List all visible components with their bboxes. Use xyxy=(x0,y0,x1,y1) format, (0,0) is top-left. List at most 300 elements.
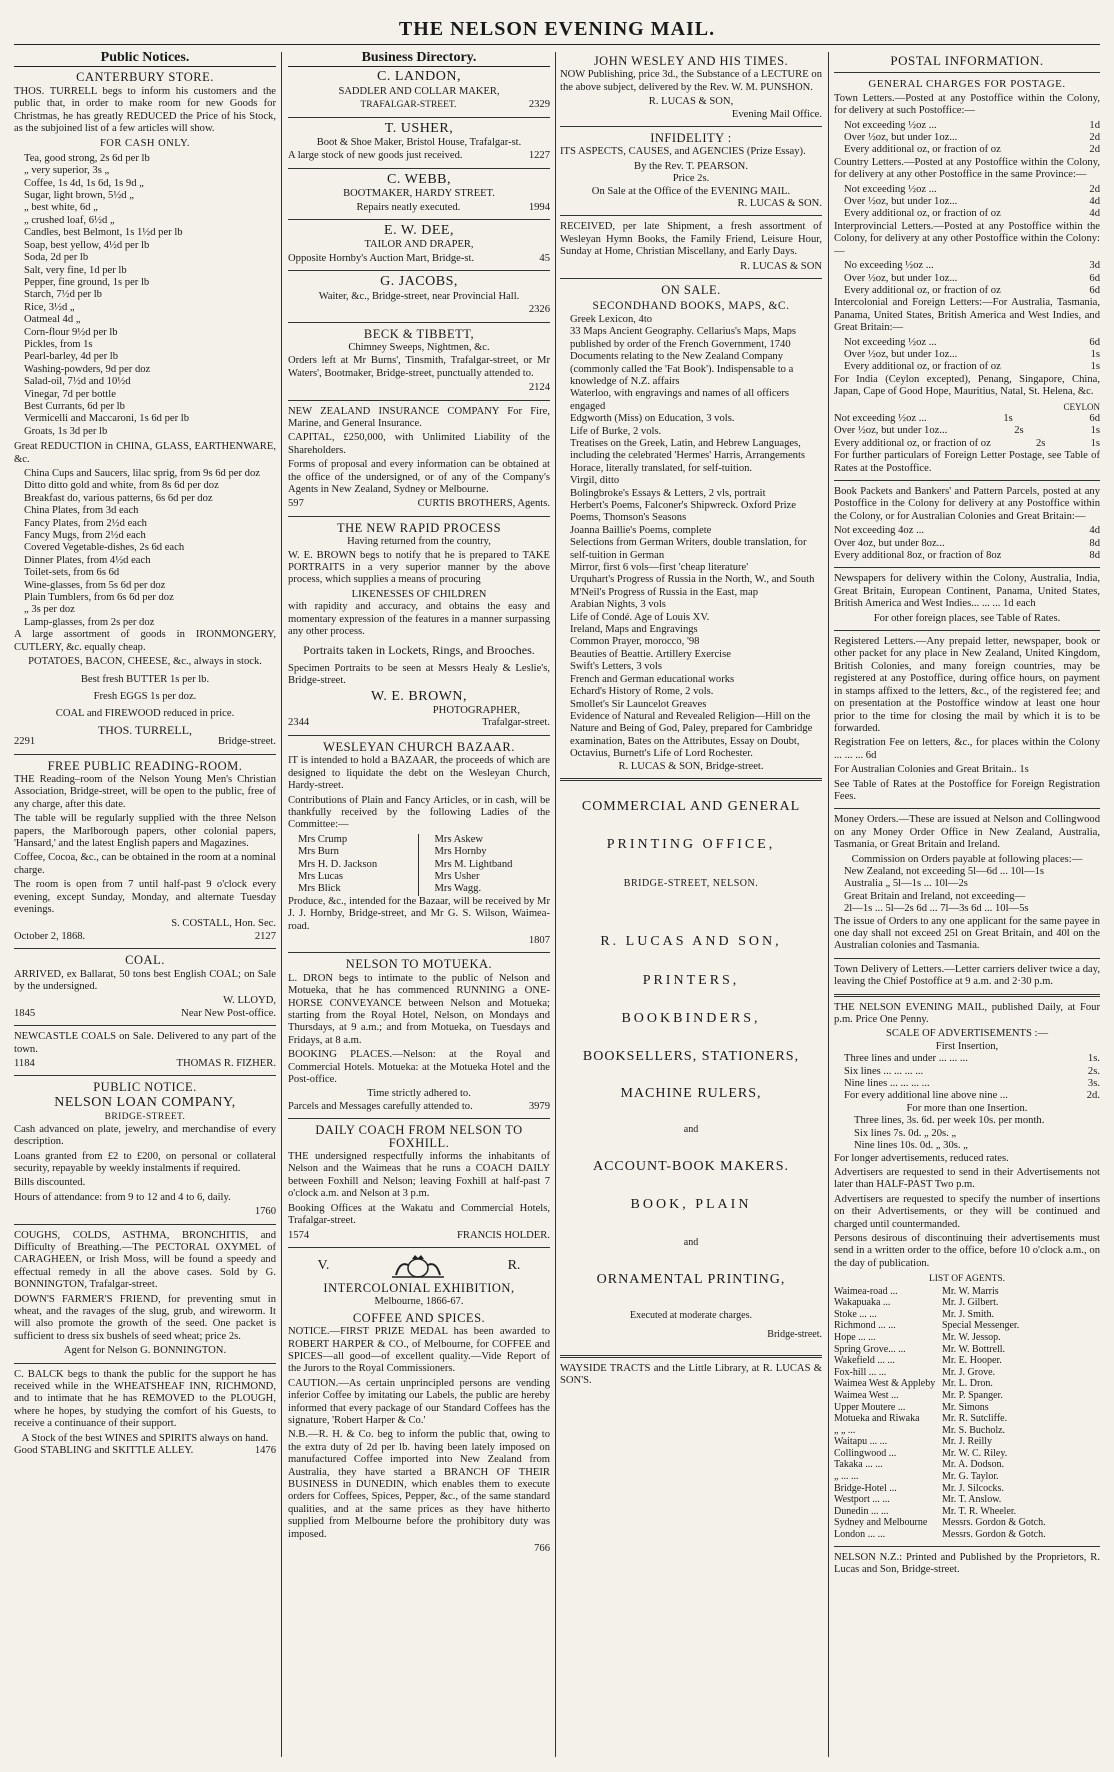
separator xyxy=(288,516,550,517)
scale-title: SCALE OF ADVERTISEMENTS :— xyxy=(885,1028,1049,1040)
book-item: Echard's History of Rome, 2 vols. xyxy=(570,686,714,698)
ad-intercolonial-exhibition xyxy=(288,1253,550,1556)
rate-value: 8d xyxy=(1089,550,1100,562)
committee-member: Mrs Burn xyxy=(298,846,339,858)
ad-title: E. W. DEE, xyxy=(384,223,454,239)
book-item: Treatises on the Greek, Latin, and Hebrew Languages, including the celebrated 'Hermes' Harris, Arrangements xyxy=(570,437,806,462)
agent-name: Mr. L. Dron. xyxy=(942,1378,993,1390)
book-item: 33 Maps Ancient Geography. Cellarius's Maps, Maps published by order of the French Government, 1740 xyxy=(570,326,797,350)
ad-title: C. WEBB, xyxy=(386,171,452,187)
committee-right xyxy=(425,834,551,896)
section-header-business-directory: Business Directory. xyxy=(288,52,550,67)
ad-text: A large stock of new goods just received. xyxy=(288,150,463,162)
agent-place: Sydney and Melbourne xyxy=(834,1517,928,1529)
rate-row xyxy=(844,1090,1100,1102)
ad-text: IT is intended to hold a BAZAAR, the proceeds of which are designed to liquidate the debt on the Wesleyan Church, Hardy-street. xyxy=(288,755,550,792)
rate-value: 2d xyxy=(1089,132,1100,144)
ad-price: Price 2s. xyxy=(672,173,710,185)
rate-row xyxy=(844,1066,1100,1078)
ad-title: C. LANDON, xyxy=(377,69,461,85)
ad-jacobs xyxy=(288,276,550,316)
ad-text: Cash advanced on plate, jewelry, and merchandise of every description. xyxy=(14,1123,276,1148)
postal-text: Registered Letters.—Any prepaid letter, newspaper, book or other packet for any place in New Zealand, United Kingdom, British Colonies, and many foreign countries, may be registered at any Postoffice, during office hours, on payment in stamps affixed to the letters, &c., of the registered fee; and on presentation at the Postoffice window at least one hour prior to the time for closing the mail by which it is to be forwarded. xyxy=(834,636,1100,734)
ad-signature: R. LUCAS & SON, xyxy=(648,96,734,108)
print-line: BOOKSELLERS, STATIONERS, xyxy=(582,1049,800,1065)
price-item: Dinner Plates, from 4½d each xyxy=(24,554,151,566)
ad-number: 1227 xyxy=(528,150,550,162)
column-1 xyxy=(14,52,276,1762)
rate-label: Over ½oz, but under 1oz... xyxy=(844,132,958,144)
agent-place: Hope ... ... xyxy=(834,1331,876,1343)
ad-text: Coffee, Cocoa, &c., can be obtained in the room at a nominal charge. xyxy=(14,852,276,876)
ad-date: October 2, 1868. xyxy=(14,930,86,942)
separator xyxy=(560,215,822,216)
rate-value: 1s xyxy=(1090,361,1100,373)
ad-text: A large assortment of goods in IRONMONGERY, CUTLERY, &c. equally cheap. xyxy=(14,629,276,653)
ad-title: G. JACOBS, xyxy=(380,274,458,290)
section-header-public-notices: Public Notices. xyxy=(14,52,276,67)
book-item: Swift's Letters, 3 vols xyxy=(570,661,662,673)
agent-row xyxy=(834,1297,1100,1309)
ad-text: DOWN'S FARMER'S FRIEND, for preventing smut in wheat, and the ravages of the slug, grub, and wireworm. It will also promote the growth of the seed. One packet is sufficient to dress six bushels of seed wheat; price 2s. xyxy=(14,1293,276,1342)
postal-text: For further particulars of Foreign Letter Postage, see Table of Rates at the Postoffice. xyxy=(834,450,1100,474)
separator xyxy=(288,270,550,271)
price-item: Pearl-barley, 4d per lb xyxy=(24,351,119,363)
agent-row xyxy=(834,1355,1100,1367)
committee-member: Mrs Blick xyxy=(298,883,341,895)
ad-title: COAL. xyxy=(125,953,165,968)
rate-row xyxy=(844,120,1100,132)
agent-name: Mr. J. Silcocks. xyxy=(942,1482,1004,1494)
ad-text: with rapidity and accuracy, and obtains the easy and momentary expression of the features in a manner surpassing any other process. xyxy=(288,601,550,638)
ad-title: WESLEYAN CHURCH BAZAAR. xyxy=(323,739,515,754)
rate-row xyxy=(834,413,1100,425)
ad-signature: R. LUCAS & SON. xyxy=(737,198,822,210)
agent-place: Takaka ... ... xyxy=(834,1459,883,1471)
ad-text: NEWCASTLE COALS on Sale. Delivered to any part of the town. xyxy=(14,1031,276,1055)
print-line: ACCOUNT-BOOK MAKERS. xyxy=(592,1158,790,1174)
separator xyxy=(560,126,822,127)
column-divider xyxy=(281,52,282,1757)
rate-label: Not exceeding ½oz ... xyxy=(844,336,937,348)
postal-text: For India (Ceylon excepted), Penang, Singapore, China, Japan, Cape of Good Hope, Mauritius, Natal, St. Helena, &c. xyxy=(834,373,1100,398)
ad-on-sale xyxy=(560,284,822,773)
agent-place: Stoke ... ... xyxy=(834,1308,877,1320)
ad-beck-tibbett xyxy=(288,328,550,395)
ad-text: N.B.—R. H. & Co. beg to inform the public that, owing to the extra duty of 2d per lb. having been lately imposed on manufactured Coffee imported into New Zealand from Australia, they have started a BRANCH OF THEIR BUSINESS in DUNEDIN, which enables them to execute orders for Coffees, Spices, Pepper, &c., of the same standard qualities, and at the same prices as they have hitherto supplied from Melbourne before the prohibitory duty was imposed. xyxy=(288,1429,550,1540)
ad-text: Repairs neatly executed. xyxy=(356,201,461,213)
committee-left xyxy=(288,834,419,896)
rate-value: 6d xyxy=(1089,272,1100,284)
masthead-rule xyxy=(14,44,1100,45)
price-item: Starch, 7½d per lb xyxy=(24,289,102,301)
rate-row xyxy=(844,184,1100,196)
ad-number: 1184 xyxy=(14,1058,35,1070)
rate-label: Every additional oz, or fraction of oz xyxy=(834,437,991,449)
rate-row: Six lines 7s. 0d. „ 20s. „ xyxy=(854,1127,957,1139)
rate-value: 1s xyxy=(1090,348,1100,360)
agent-row xyxy=(834,1471,1100,1483)
agent-place: Upper Moutere ... xyxy=(834,1401,906,1413)
ad-text: Forms of proposal and every information can be obtained at the office of the undersigned, or of any of the Company's Agents in New Zealand, Sydney or Melbourne. xyxy=(288,459,550,495)
agent-name: Mr. W. Marris xyxy=(942,1285,999,1297)
agent-row xyxy=(834,1309,1100,1321)
royal-arms-icon xyxy=(388,1253,448,1279)
ad-text: Contributions of Plain and Fancy Articles, or in cash, will be thankfully received by the following Ladies of the Committee:— xyxy=(288,794,550,831)
agent-place: Wakapuaka ... xyxy=(834,1297,891,1309)
ad-address: Trafalgar-street. xyxy=(482,717,550,729)
separator xyxy=(14,754,276,755)
ad-text: W. E. BROWN begs to notify that he is prepared to TAKE PORTRAITS in a very superior manner by the above process, which supplies a means of procuring xyxy=(288,549,550,586)
scale-subtitle: First Insertion, xyxy=(935,1040,999,1052)
price-item: Tea, good strong, 2s 6d per lb xyxy=(24,152,150,164)
print-line: Executed at moderate charges. xyxy=(630,1310,752,1322)
price-item: Pepper, fine ground, 1s per lb xyxy=(24,276,150,288)
separator xyxy=(834,958,1100,959)
rate-row xyxy=(844,260,1100,272)
agent-row xyxy=(834,1367,1100,1379)
separator xyxy=(288,322,550,323)
rate-row xyxy=(844,285,1100,297)
agent-row xyxy=(834,1332,1100,1344)
committee-member: Mrs Askew xyxy=(434,833,484,845)
print-line: BOOKBINDERS, xyxy=(621,1010,761,1026)
agent-row xyxy=(834,1517,1100,1529)
rate-table xyxy=(834,184,1100,221)
agent-name: Mr. J. Gilbert. xyxy=(942,1297,999,1309)
rate-value: 2d xyxy=(1089,144,1100,156)
price-item: Fancy Plates, from 2½d each xyxy=(24,517,147,529)
price-item: Corn-flour 9½d per lb xyxy=(24,326,118,338)
rate-table xyxy=(834,260,1100,297)
ad-text: CAUTION.—As certain unprincipled persons are vending inferior Coffee by imitating our Labels, the public are hereby informed that every package of our Standard Coffees has the signature, 'Robert Harper & Co.' xyxy=(288,1377,550,1426)
rate-label: Not exceeding ½oz ... xyxy=(844,183,937,195)
rate-table xyxy=(834,120,1100,157)
ad-text: THE undersigned respectfully informs the inhabitants of Nelson and the Waimeas that he runs a COACH DAILY between Foxhill and Nelson; leaving Foxhill at half-past 7 o'clock a.m. and Nelson at 3 p.m. xyxy=(288,1151,550,1200)
agent-place: Richmond ... ... xyxy=(834,1320,896,1332)
ad-number: 2329 xyxy=(528,99,550,111)
print-line: ORNAMENTAL PRINTING, xyxy=(596,1271,786,1287)
ad-text: NEW ZEALAND INSURANCE COMPANY For Fire, Marine, and General Insurance. xyxy=(288,405,550,429)
rate-label: No exceeding ½oz ... xyxy=(844,260,934,272)
book-item: Horace, literally translated, for self-tuition. xyxy=(570,462,753,474)
rate-value: 2d. xyxy=(1086,1090,1100,1102)
ad-signature: Agent for Nelson G. BONNINGTON. xyxy=(63,1345,227,1357)
price-item: Ditto ditto gold and white, from 8s 6d per doz xyxy=(24,480,219,492)
advertising-rates xyxy=(834,1115,1100,1152)
agent-name: Special Messenger. xyxy=(942,1320,1020,1332)
rate-label: Over ½oz, but under 1oz... xyxy=(844,272,958,284)
ad-trade: PHOTOGRAPHER, xyxy=(432,705,520,717)
book-item: Documents relating to the New Zealand Company (commonly called the 'Fat Book'). Indispensable to a knowledge of N.Z. affairs xyxy=(570,351,794,387)
ad-title: PUBLIC NOTICE. xyxy=(93,1080,197,1095)
ad-text: A Stock of the best WINES and SPIRITS always on hand. xyxy=(21,1432,269,1444)
rate-table xyxy=(834,525,1100,562)
ad-text: Bills discounted. xyxy=(14,1177,86,1189)
rate-row xyxy=(844,1053,1100,1065)
rate-label: Three lines and under ... ... ... xyxy=(844,1053,968,1065)
print-line: and xyxy=(683,1124,699,1136)
ad-number: 3979 xyxy=(528,1100,550,1112)
ad-text: NOTICE.—FIRST PRIZE MEDAL has been awarded to ROBERT HARPER & CO., of Melbourne, for COFFEE and SPICES—all good—of excellent quality.—Vide Report of the Jurors to the Royal Commissioners. xyxy=(288,1326,550,1375)
rate-value: 4d xyxy=(1089,525,1100,537)
ad-motueka xyxy=(288,958,550,1113)
price-item: Lamp-glasses, from 2s per doz xyxy=(24,616,155,628)
price-item: Plain Tumblers, from 6s 6d per doz xyxy=(24,592,174,604)
ad-address: Opposite Hornby's Auction Mart, Bridge-st. xyxy=(288,252,475,264)
print-line: and xyxy=(683,1237,699,1249)
ad-text: Produce, &c., intended for the Bazaar, will be received by Mr J. J. Hornby, Bridge-street, and Mr G. S. Wilson, Waimea-road. xyxy=(288,895,550,932)
rate-value: 1s xyxy=(1090,425,1100,437)
price-item: Fancy Mugs, from 2½d each xyxy=(24,530,146,542)
ad-signature: R. LUCAS & SON xyxy=(740,260,822,272)
rate-value: 8d xyxy=(1089,537,1100,549)
book-item: Smollet's Sir Launcelot Greaves xyxy=(570,698,707,710)
ad-dee xyxy=(288,225,550,265)
ad-number: 1574 xyxy=(288,1229,310,1241)
agent-name: Messrs. Gordon & Gotch. xyxy=(942,1529,1046,1541)
rate-label: Over ½oz, but under 1oz... xyxy=(844,348,958,360)
rate-label: Over ½oz, but under 1oz... xyxy=(844,196,958,208)
rate-table xyxy=(834,413,1100,450)
ad-number: 2291 xyxy=(14,736,36,748)
book-item: Urquhart's Progress of Russia in the North, W., and South xyxy=(570,574,815,586)
rate-row xyxy=(844,1078,1100,1090)
print-line: PRINTING OFFICE, xyxy=(606,837,776,853)
agent-place: Waimea-road ... xyxy=(834,1285,898,1297)
commission-row: 2l—1s ... 5l—2s 6d ... 7l—3s 6d ... 10l—5s xyxy=(844,903,1029,915)
mail-notice: THE NELSON EVENING MAIL, published Daily, at Four p.m. Price One Penny. xyxy=(834,1001,1100,1026)
agent-name: Mr. E. Hooper. xyxy=(942,1355,1002,1367)
separator xyxy=(288,1118,550,1119)
separator xyxy=(834,1546,1100,1547)
ad-received xyxy=(560,221,822,273)
rate-row xyxy=(834,425,1100,437)
ad-title: BECK & TIBBETT, xyxy=(363,326,475,341)
price-item: Sugar, light brown, 5½d „ xyxy=(24,190,134,202)
separator xyxy=(288,952,550,953)
committee-member: Mrs H. D. Jackson xyxy=(298,858,378,870)
rate-label: Every additional oz, or fraction of oz xyxy=(844,361,1001,373)
price-item: Rice, 3½d „ xyxy=(24,301,75,313)
ad-number: 1807 xyxy=(528,934,550,946)
agent-row xyxy=(834,1494,1100,1506)
ad-printing-office xyxy=(560,798,822,1341)
crest-v: V. xyxy=(317,1257,330,1273)
rate-label: Over ½oz, but under 1oz... xyxy=(834,425,948,437)
book-item: Joanna Baillie's Poems, complete xyxy=(570,524,712,536)
price-item: Washing-powders, 9d per doz xyxy=(24,363,151,375)
rate-label: Every additional oz, or fraction of oz xyxy=(844,144,1001,156)
agent-place: Spring Grove... ... xyxy=(834,1343,906,1355)
ad-text: On Sale at the Office of the EVENING MAIL. xyxy=(591,185,791,197)
column-divider xyxy=(828,52,829,1757)
committee-member: Mrs M. Lightband xyxy=(434,858,513,870)
price-item: „ crushed loaf, 6½d „ xyxy=(24,214,115,226)
rate-value: 2d xyxy=(1089,183,1100,195)
print-line: Bridge-street. xyxy=(767,1328,822,1340)
agent-name: Mr. W. C. Riley. xyxy=(942,1447,1008,1459)
agent-row xyxy=(834,1320,1100,1332)
rate-value: 2s xyxy=(1035,437,1046,449)
ad-text: Good STABLING and SKITTLE ALLEY. xyxy=(14,1445,194,1457)
book-item: Beauties of Beattie. Artillery Exercise xyxy=(570,648,731,660)
agent-row xyxy=(834,1344,1100,1356)
ad-text: POTATOES, BACON, CHEESE, &c., always in stock. xyxy=(28,656,262,668)
rate-label: Not exceeding 4oz ... xyxy=(834,525,925,537)
price-item: Soap, best yellow, 4½d per lb xyxy=(24,239,150,251)
rate-table xyxy=(834,337,1100,374)
agents-list xyxy=(834,1286,1100,1541)
agent-row xyxy=(834,1436,1100,1448)
price-item: Vermicelli and Maccaroni, 1s 6d per lb xyxy=(24,413,190,425)
book-item: Edgworth (Miss) on Education, 3 vols. xyxy=(570,413,735,425)
agent-name: Mr. S. Bucholz. xyxy=(942,1424,1006,1436)
column-4 xyxy=(834,52,1100,1762)
price-item: Coffee, 1s 4d, 1s 6d, 1s 9d „ xyxy=(24,177,144,189)
ad-number: 45 xyxy=(539,252,550,264)
separator xyxy=(288,735,550,736)
ad-number: 1476 xyxy=(254,1445,276,1457)
rate-row: Nine lines 10s. 0d. „ 30s. „ xyxy=(854,1140,968,1152)
ad-address: Evening Mail Office. xyxy=(731,108,822,120)
agent-name: Mr. J. Reilly xyxy=(942,1436,993,1448)
separator xyxy=(14,1025,276,1026)
rate-row xyxy=(844,349,1100,361)
ad-signature: W. E. BROWN, xyxy=(370,688,468,704)
print-line: BOOK, PLAIN xyxy=(630,1197,752,1212)
ad-coughs xyxy=(14,1230,276,1358)
ad-trade: SADDLER AND COLLAR MAKER, xyxy=(338,85,500,97)
ad-signature: THOS. TURRELL, xyxy=(97,722,193,737)
price-item: China Cups and Saucers, lilac sprig, from 9s 6d per doz xyxy=(24,468,260,479)
price-item: Soda, 2d per lb xyxy=(24,252,89,264)
ad-wayside: WAYSIDE TRACTS and the Little Library, at R. LUCAS & SON'S. xyxy=(560,1363,822,1387)
ad-text: The table will be regularly supplied with the three Nelson papers, the Marlborough papers, other colonial papers, 'Hansard,' and the latest English papers and Magazines. xyxy=(14,813,276,849)
agent-place: London ... ... xyxy=(834,1529,886,1541)
commission-row: New Zealand, not exceeding 5l—6d ... 10l—1s xyxy=(844,865,1045,877)
agents-title: LIST OF AGENTS. xyxy=(928,1274,1006,1285)
royal-crest xyxy=(288,1253,550,1279)
price-item: „ best white, 6d „ xyxy=(24,202,98,214)
rate-label: Every additional oz, or fraction of oz xyxy=(844,208,1001,220)
ad-trade: TAILOR AND DRAPER, xyxy=(364,239,474,251)
separator xyxy=(834,630,1100,631)
agent-name: Mr. W. Bottrell. xyxy=(942,1343,1006,1355)
ad-title: INFIDELITY : xyxy=(650,131,732,146)
ad-john-wesley xyxy=(560,55,822,121)
rate-value: 4d xyxy=(1089,196,1100,208)
ad-text: Loans granted from £2 to £200, on personal or collateral security, repayable by weekly instalments if required. xyxy=(14,1150,276,1174)
ad-signature: R. LUCAS & SON, Bridge-street. xyxy=(618,760,764,772)
ad-title: THE NEW RAPID PROCESS xyxy=(336,520,502,535)
separator xyxy=(288,168,550,169)
postal-text: Advertisers are requested to send in their Advertisements not later than HALF-PAST Two p.m. xyxy=(834,1166,1100,1191)
postal-text: The issue of Orders to any one applicant for the same payee in one day shall not exceed 25l on Great Britain, and 40l on the Australian colonies and Tasmania. xyxy=(834,915,1100,952)
separator xyxy=(288,117,550,118)
separator xyxy=(14,948,276,949)
ad-reading-room xyxy=(14,760,276,944)
ad-trade: Boot & Shoe Maker, Bristol House, Trafalgar-st. xyxy=(316,137,522,149)
price-item: Wine-glasses, from 5s 6d per doz xyxy=(24,579,166,591)
rate-label: Not exceeding ½oz ... xyxy=(834,412,927,424)
price-item: Pickles, from 1s xyxy=(24,338,93,350)
ad-subtitle: Having returned from the country, xyxy=(347,536,491,548)
ad-number: 1994 xyxy=(528,201,550,213)
agent-row xyxy=(834,1448,1100,1460)
ad-trade: Chimney Sweeps, Nightmen, &c. xyxy=(348,341,490,353)
ad-address: Bridge-street. xyxy=(218,736,276,748)
rate-label: Nine lines ... ... ... ... xyxy=(844,1078,930,1090)
postal-text: Intercolonial and Foreign Letters:—For Australia, Tasmania, Panama, United States, British America and West Indies, and Great Britain:— xyxy=(834,297,1100,334)
agent-place: Waitapu ... ... xyxy=(834,1436,888,1448)
rate-value: 1d xyxy=(1089,119,1100,131)
agent-name: Mr. W. Jessop. xyxy=(942,1331,1001,1343)
column-3 xyxy=(560,52,822,1762)
separator xyxy=(14,1363,276,1364)
agent-name: Mr. G. Taylor. xyxy=(942,1471,999,1483)
book-item: French and German educational works xyxy=(570,673,735,685)
ad-trade: BOOTMAKER, HARDY STREET. xyxy=(343,188,495,200)
separator xyxy=(834,808,1100,809)
ad-number: 2344 xyxy=(288,717,310,729)
ad-title: CANTERBURY STORE. xyxy=(76,70,214,85)
price-item: Vinegar, 7d per bottle xyxy=(24,388,116,400)
ad-title: T. USHER, xyxy=(384,120,454,136)
ad-text: Best fresh BUTTER 1s per lb. xyxy=(80,673,210,685)
agent-place: „ „ ... xyxy=(834,1424,856,1436)
agent-row xyxy=(834,1425,1100,1437)
agent-name: Mr. R. Sutcliffe. xyxy=(942,1413,1008,1425)
agent-name: Mr. Simons xyxy=(942,1401,989,1413)
price-item: „ very superior, 3s „ xyxy=(24,165,110,177)
rate-row xyxy=(834,538,1100,550)
committee-member: Mrs Usher xyxy=(434,870,480,882)
rate-row xyxy=(834,438,1100,450)
ad-balck xyxy=(14,1369,276,1458)
ad-text: BOOKING PLACES.—Nelson: at the Royal and Commercial Hotels. Motueka: at the Motueka Hotel and the Post-office. xyxy=(288,1049,550,1086)
book-item: Greek Lexicon, 4to xyxy=(570,313,653,325)
postal-text: For longer advertisements, reduced rates. xyxy=(834,1152,1009,1164)
postal-subtitle: GENERAL CHARGES FOR POSTAGE. xyxy=(868,78,1066,91)
separator xyxy=(560,278,822,279)
separator xyxy=(288,400,550,401)
price-list xyxy=(14,153,276,438)
book-item: Mirror, first 6 vols—first 'cheap literature' xyxy=(570,562,749,574)
ad-webb xyxy=(288,171,550,214)
ad-number: 2127 xyxy=(254,930,276,942)
rate-label: Six lines ... ... ... ... xyxy=(844,1065,924,1077)
postal-column-label: CEYLON xyxy=(1063,401,1100,412)
ad-text: Fresh EGGS 1s per doz. xyxy=(93,690,197,702)
rate-label: Not exceeding ½oz ... xyxy=(844,119,937,131)
rate-row xyxy=(844,337,1100,349)
print-line: BRIDGE-STREET, NELSON. xyxy=(623,877,759,889)
ad-text: NOW Publishing, price 3d., the Substance of a LECTURE on the above subject, delivered by the Rev. W. M. PUNSHON. xyxy=(560,69,822,93)
ad-text: LIKENESSES OF CHILDREN xyxy=(351,588,487,600)
agent-place: Waimea West ... xyxy=(834,1389,899,1401)
separator xyxy=(560,778,822,781)
imprint: NELSON N.Z.: Printed and Published by the Proprietors, R. Lucas and Son, Bridge-street. xyxy=(834,1551,1100,1576)
ad-text: THE Reading–room of the Nelson Young Men's Christian Association, Bridge-street, will be open to the public, free of any charge, after this date. xyxy=(14,773,276,810)
book-item: Life of Burke, 2 vols. xyxy=(570,425,662,437)
masthead: THE NELSON EVENING MAIL. xyxy=(398,18,716,40)
rate-value: 3d xyxy=(1089,260,1100,272)
book-item: Virgil, ditto xyxy=(570,475,620,487)
postal-text: Interprovincial Letters.—Posted at any Postoffice within the Colony, for delivery at any other Postoffice within the Colony:— xyxy=(834,220,1100,257)
rate-label: Every additional oz, or fraction of oz xyxy=(844,284,1001,296)
rate-value: 6d xyxy=(1089,412,1100,424)
